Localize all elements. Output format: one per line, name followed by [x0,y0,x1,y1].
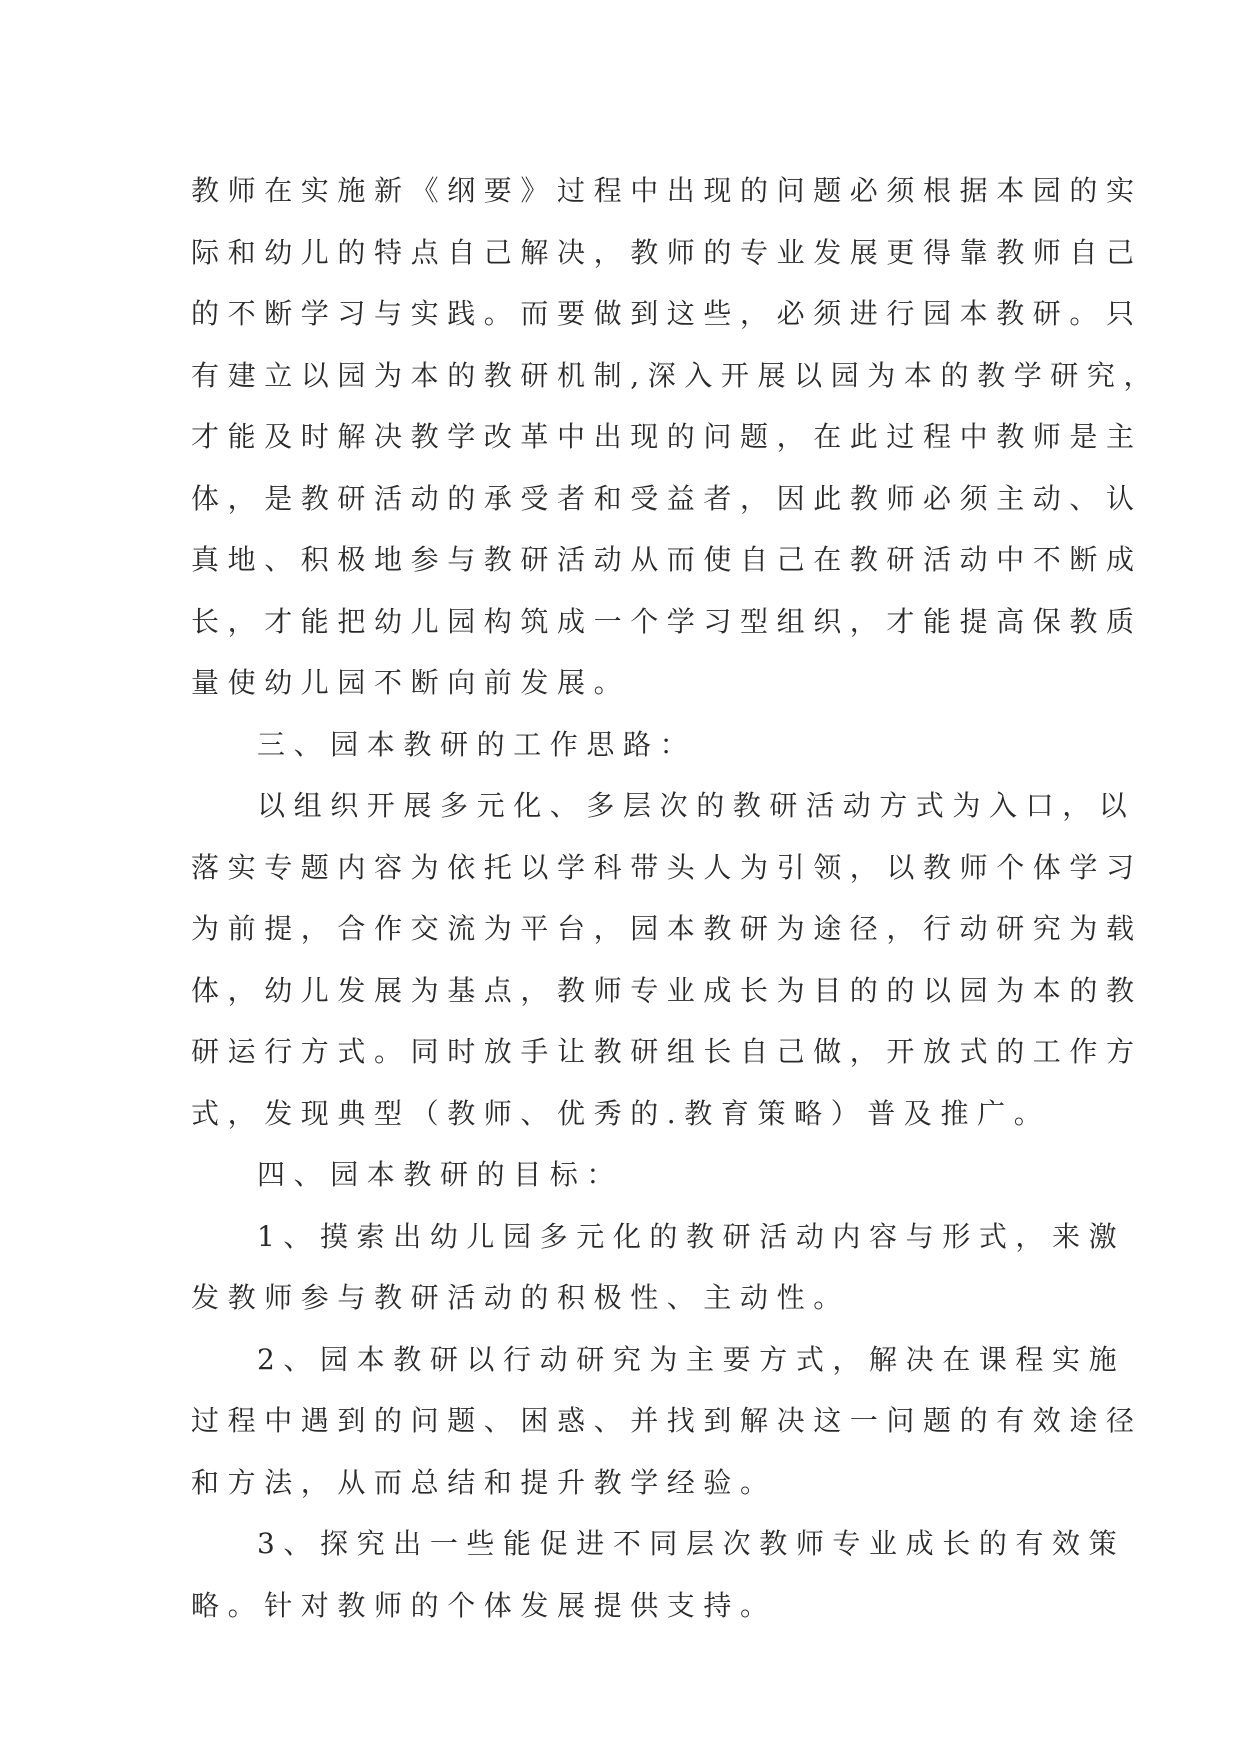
text-line: 研运行方式。同时放手让教研组长自己做，开放式的工作方 [191,1035,1143,1068]
text-line: 发教师参与教研活动的积极性、主动性。 [191,1281,850,1314]
text-line: 长，才能把幼儿园构筑成一个学习型组织，才能提高保教质 [191,604,1143,638]
text-line: 为前提，合作交流为平台，园本教研为途径，行动研究为载 [191,912,1143,945]
text-line: 3、探究出一些能促进不同层次教师专业成长的有效策 [257,1527,1126,1560]
text-line: 以组织开展多元化、多层次的教研活动方式为入口，以 [257,789,1136,822]
paragraph-intro [191,160,1161,714]
document-body [191,160,1161,1636]
text-line: 落实专题内容为依托以学科带头人为引领，以教师个体学习 [191,850,1143,884]
text-line: 略。针对教师的个体发展提供支持。 [191,1588,777,1622]
text-line: 1、摸索出幼儿园多元化的教研活动内容与形式，来激 [257,1219,1126,1253]
section-heading-work-approach [191,714,1057,776]
goal-item-3 [191,1513,1126,1636]
text-line: 过程中遇到的问题、困惑、并找到解决这一问题的有效途径 [191,1404,1143,1437]
text-line: 真地、积极地参与教研活动从而使自己在教研活动中不断成 [191,543,1143,576]
goal-item-1 [191,1206,1126,1329]
heading-line: 四、园本教研的目标： [257,1158,624,1191]
text-line: 式，发现典型（教师、优秀的.教育策略）普及推广。 [191,1096,1051,1130]
text-line: 际和幼儿的特点自己解决，教师的专业发展更得靠教师自己 [191,235,1143,269]
text-line: 的不断学习与实践。而要做到这些，必须进行园本教研。只 [191,297,1143,330]
text-line: 才能及时解决教学改革中出现的问题，在此过程中教师是主 [191,420,1143,453]
text-line: 有建立以园为本的教研机制,深入开展以园为本的教学研究， [191,358,1161,392]
text-line: 教师在实施新《纲要》过程中出现的问题必须根据本园的实 [191,174,1143,207]
text-line: 体，是教研活动的承受者和受益者，因此教师必须主动、认 [191,481,1143,515]
section-heading-goals [191,1144,1057,1206]
text-line: 体，幼儿发展为基点，教师专业成长为目的的以园为本的教 [191,973,1143,1007]
heading-line: 三、园本教研的工作思路： [257,727,697,761]
text-line: 和方法，从而总结和提升教学经验。 [191,1465,777,1499]
paragraph-work-approach [191,775,1143,1144]
text-line: 量使幼儿园不断向前发展。 [191,666,631,699]
text-line: 2、园本教研以行动研究为主要方式，解决在课程实施 [257,1342,1126,1376]
goal-item-2 [191,1329,1143,1514]
